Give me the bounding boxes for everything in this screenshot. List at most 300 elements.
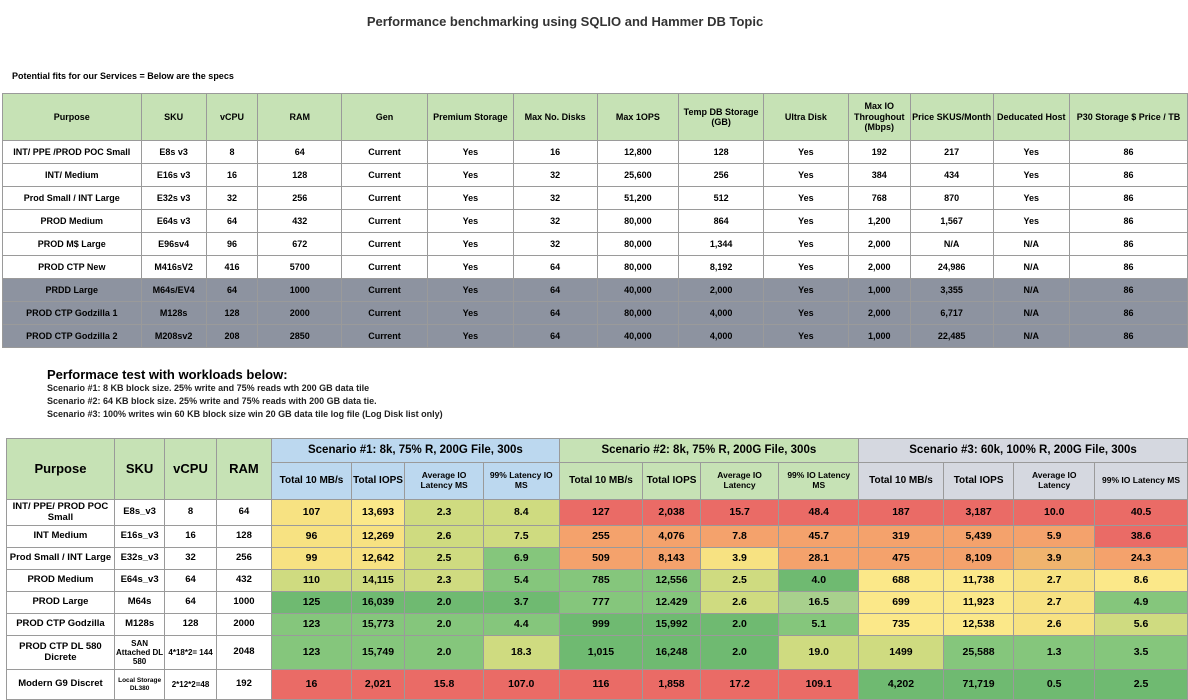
perf-value-cell: 16	[272, 670, 352, 700]
perf-spec-cell: 192	[216, 670, 271, 700]
perf-value-cell: 5,439	[943, 526, 1014, 548]
perf-value-cell: 15,773	[351, 614, 404, 636]
specs-cell: 80,000	[597, 233, 679, 256]
perf-value-cell: 13,693	[351, 500, 404, 526]
specs-row	[3, 279, 1188, 302]
perf-spec-cell: E64s_v3	[114, 570, 164, 592]
specs-row	[3, 210, 1188, 233]
specs-cell: 86	[1070, 256, 1188, 279]
perf-value-cell: 48.4	[779, 500, 859, 526]
specs-cell: 40,000	[597, 325, 679, 348]
specs-cell: Yes	[427, 279, 513, 302]
specs-cell: 86	[1070, 279, 1188, 302]
specs-cell: 16	[206, 164, 258, 187]
specs-cell: 86	[1070, 233, 1188, 256]
perf-purpose-cell: PROD CTP DL 580 Dicrete	[7, 636, 115, 670]
specs-cell: 768	[848, 187, 910, 210]
perf-value-cell: 16,039	[351, 592, 404, 614]
perf-spec-cell: 2048	[216, 636, 271, 670]
specs-cell: 1,567	[910, 210, 993, 233]
perf-spec-cell: 432	[216, 570, 271, 592]
perf-value-cell: 12.429	[643, 592, 700, 614]
specs-cell: 864	[679, 210, 764, 233]
perf-spec-cell: 128	[216, 526, 271, 548]
specs-cell: 64	[513, 325, 597, 348]
perf-value-cell: 10.0	[1014, 500, 1095, 526]
specs-cell: E96sv4	[141, 233, 206, 256]
specs-cell: 32	[513, 233, 597, 256]
specs-cell: 672	[258, 233, 342, 256]
perf-value-cell: 8.6	[1095, 570, 1188, 592]
specs-cell: Current	[342, 164, 428, 187]
specs-cell: 384	[848, 164, 910, 187]
scenario-3-text: Scenario #3: 100% writes win 60 KB block size win 20 GB data tile log file (Log Disk list only)	[47, 409, 443, 419]
perf-purpose-cell: INT/ PPE/ PROD POC Small	[7, 500, 115, 526]
specs-cell: Current	[342, 325, 428, 348]
perf-value-cell: 107	[272, 500, 352, 526]
perf-value-cell: 2,038	[643, 500, 700, 526]
specs-cell: 80,000	[597, 256, 679, 279]
perf-row	[7, 636, 1188, 670]
perf-row	[7, 500, 1188, 526]
specs-cell: 256	[679, 164, 764, 187]
perf-value-cell: 2.0	[700, 614, 779, 636]
perf-sub-header: Total 10 MB/s	[859, 463, 944, 500]
perf-value-cell: 999	[559, 614, 643, 636]
perf-value-cell: 2.5	[700, 570, 779, 592]
perf-purpose-cell: PROD Medium	[7, 570, 115, 592]
specs-cell: 86	[1070, 302, 1188, 325]
specs-purpose-cell: INT/ Medium	[3, 164, 142, 187]
perf-spec-cell: 8	[165, 500, 216, 526]
specs-cell: Yes	[763, 210, 848, 233]
specs-cell: 192	[848, 141, 910, 164]
perf-value-cell: 2.5	[1095, 670, 1188, 700]
specs-cell: Yes	[993, 164, 1070, 187]
perf-value-cell: 24.3	[1095, 548, 1188, 570]
specs-cell: 86	[1070, 164, 1188, 187]
specs-cell: Current	[342, 187, 428, 210]
perf-value-cell: 38.6	[1095, 526, 1188, 548]
perf-value-cell: 11,923	[943, 592, 1014, 614]
perf-sub-header: 99% Latency IO MS	[483, 463, 559, 500]
specs-cell: Yes	[763, 233, 848, 256]
specs-col-header: Max No. Disks	[513, 94, 597, 141]
specs-cell: Current	[342, 233, 428, 256]
perf-col-header: vCPU	[165, 439, 216, 500]
specs-cell: 6,717	[910, 302, 993, 325]
specs-cell: E32s v3	[141, 187, 206, 210]
specs-cell: 40,000	[597, 279, 679, 302]
perf-sub-header: Average IO Latency	[700, 463, 779, 500]
specs-cell: 8,192	[679, 256, 764, 279]
specs-cell: 4,000	[679, 325, 764, 348]
perf-value-cell: 6.9	[483, 548, 559, 570]
specs-cell: 2850	[258, 325, 342, 348]
specs-cell: 128	[679, 141, 764, 164]
perf-value-cell: 125	[272, 592, 352, 614]
specs-row	[3, 187, 1188, 210]
perf-purpose-cell: PROD Large	[7, 592, 115, 614]
perf-value-cell: 1,858	[643, 670, 700, 700]
specs-purpose-cell: PROD CTP Godzilla 2	[3, 325, 142, 348]
specs-cell: Yes	[993, 187, 1070, 210]
perf-sub-header: Average IO Latency MS	[405, 463, 484, 500]
perf-value-cell: 2.3	[405, 570, 484, 592]
specs-row	[3, 256, 1188, 279]
specs-cell: 22,485	[910, 325, 993, 348]
perf-sub-header: Total 10 MB/s	[272, 463, 352, 500]
perf-value-cell: 123	[272, 614, 352, 636]
perf-spec-cell: 128	[165, 614, 216, 636]
specs-cell: 416	[206, 256, 258, 279]
perf-row	[7, 570, 1188, 592]
perf-value-cell: 8.4	[483, 500, 559, 526]
perf-col-header: SKU	[114, 439, 164, 500]
perf-sub-header: 99% IO Latency MS	[1095, 463, 1188, 500]
specs-cell: Yes	[763, 187, 848, 210]
perf-value-cell: 735	[859, 614, 944, 636]
specs-cell: 2,000	[679, 279, 764, 302]
perf-value-cell: 1499	[859, 636, 944, 670]
perf-value-cell: 15.7	[700, 500, 779, 526]
specs-cell: 870	[910, 187, 993, 210]
perf-value-cell: 3,187	[943, 500, 1014, 526]
specs-cell: E64s v3	[141, 210, 206, 233]
specs-col-header: Purpose	[3, 94, 142, 141]
specs-purpose-cell: PROD M$ Large	[3, 233, 142, 256]
specs-cell: Current	[342, 256, 428, 279]
perf-value-cell: 16,248	[643, 636, 700, 670]
specs-col-header: Price SKUS/Month	[910, 94, 993, 141]
perf-spec-cell: SAN Attached DL 580	[114, 636, 164, 670]
perf-value-cell: 2.5	[405, 548, 484, 570]
specs-purpose-cell: Prod Small / INT Large	[3, 187, 142, 210]
perf-value-cell: 509	[559, 548, 643, 570]
perf-value-cell: 0.5	[1014, 670, 1095, 700]
specs-row	[3, 141, 1188, 164]
perf-purpose-cell: Prod Small / INT Large	[7, 548, 115, 570]
perf-value-cell: 2.0	[405, 614, 484, 636]
specs-purpose-cell: PRDD Large	[3, 279, 142, 302]
perf-row	[7, 526, 1188, 548]
perf-sub-header: 99% IO Latency MS	[779, 463, 859, 500]
specs-cell: N/A	[993, 233, 1070, 256]
scenario-1-header: Scenario #1: 8k, 75% R, 200G File, 300s	[272, 439, 559, 463]
specs-cell: N/A	[910, 233, 993, 256]
specs-cell: 64	[206, 279, 258, 302]
specs-cell: Yes	[427, 233, 513, 256]
specs-col-header: Premium Storage	[427, 94, 513, 141]
perf-value-cell: 4.4	[483, 614, 559, 636]
specs-cell: Current	[342, 210, 428, 233]
specs-cell: Yes	[427, 210, 513, 233]
perf-value-cell: 99	[272, 548, 352, 570]
perf-value-cell: 15.8	[405, 670, 484, 700]
specs-cell: 2,000	[848, 256, 910, 279]
perf-spec-cell: Local Storage DL380	[114, 670, 164, 700]
specs-purpose-cell: PROD CTP New	[3, 256, 142, 279]
perf-row	[7, 670, 1188, 700]
specs-cell: Yes	[427, 302, 513, 325]
specs-cell: 3,355	[910, 279, 993, 302]
specs-col-header: Temp DB Storage (GB)	[679, 94, 764, 141]
specs-col-header: Gen	[342, 94, 428, 141]
specs-cell: 128	[258, 164, 342, 187]
perf-value-cell: 1.3	[1014, 636, 1095, 670]
perf-value-cell: 2.6	[700, 592, 779, 614]
perf-value-cell: 2.3	[405, 500, 484, 526]
specs-cell: Yes	[993, 210, 1070, 233]
perf-col-header: Purpose	[7, 439, 115, 500]
perf-value-cell: 16.5	[779, 592, 859, 614]
perf-value-cell: 777	[559, 592, 643, 614]
specs-cell: Yes	[763, 164, 848, 187]
perf-spec-cell: E8s_v3	[114, 500, 164, 526]
perf-value-cell: 12,642	[351, 548, 404, 570]
specs-cell: 208	[206, 325, 258, 348]
specs-subtitle: Potential fits for our Services = Below are the specs	[12, 71, 234, 81]
perf-spec-cell: 64	[165, 570, 216, 592]
specs-cell: 96	[206, 233, 258, 256]
specs-row	[3, 164, 1188, 187]
specs-row	[3, 325, 1188, 348]
specs-cell: 32	[513, 210, 597, 233]
perf-value-cell: 2.6	[405, 526, 484, 548]
perf-spec-cell: E16s_v3	[114, 526, 164, 548]
perf-spec-cell: 2000	[216, 614, 271, 636]
perf-value-cell: 187	[859, 500, 944, 526]
perf-value-cell: 7.8	[700, 526, 779, 548]
specs-cell: 32	[513, 187, 597, 210]
specs-col-header: SKU	[141, 94, 206, 141]
perf-sub-header: Total IOPS	[643, 463, 700, 500]
perf-value-cell: 1,015	[559, 636, 643, 670]
perf-purpose-cell: PROD CTP Godzilla	[7, 614, 115, 636]
specs-cell: Current	[342, 141, 428, 164]
perf-value-cell: 785	[559, 570, 643, 592]
perf-value-cell: 8,143	[643, 548, 700, 570]
perf-value-cell: 96	[272, 526, 352, 548]
perf-value-cell: 19.0	[779, 636, 859, 670]
perf-spec-cell: 4*18*2= 144	[165, 636, 216, 670]
specs-col-header: vCPU	[206, 94, 258, 141]
specs-cell: 1,344	[679, 233, 764, 256]
specs-cell: 256	[258, 187, 342, 210]
specs-row	[3, 302, 1188, 325]
specs-cell: N/A	[993, 325, 1070, 348]
specs-col-header: Ultra Disk	[763, 94, 848, 141]
perf-value-cell: 2.0	[405, 592, 484, 614]
specs-col-header: Deducated Host	[993, 94, 1070, 141]
specs-cell: 80,000	[597, 210, 679, 233]
specs-cell: 86	[1070, 141, 1188, 164]
specs-cell: Yes	[993, 141, 1070, 164]
specs-cell: 32	[206, 187, 258, 210]
specs-cell: Current	[342, 279, 428, 302]
perf-value-cell: 110	[272, 570, 352, 592]
specs-purpose-cell: PROD Medium	[3, 210, 142, 233]
specs-cell: 80,000	[597, 302, 679, 325]
perf-value-cell: 4.9	[1095, 592, 1188, 614]
perf-value-cell: 699	[859, 592, 944, 614]
perf-value-cell: 2.6	[1014, 614, 1095, 636]
perf-col-header: RAM	[216, 439, 271, 500]
specs-header-row	[3, 94, 1188, 141]
perf-value-cell: 2.7	[1014, 592, 1095, 614]
perf-value-cell: 2.7	[1014, 570, 1095, 592]
perf-value-cell: 255	[559, 526, 643, 548]
specs-cell: Yes	[427, 164, 513, 187]
specs-cell: 64	[513, 279, 597, 302]
specs-cell: N/A	[993, 256, 1070, 279]
specs-cell: 64	[513, 302, 597, 325]
perf-group-row	[7, 439, 1188, 463]
perf-spec-cell: 1000	[216, 592, 271, 614]
specs-cell: 1,200	[848, 210, 910, 233]
perf-value-cell: 15,992	[643, 614, 700, 636]
perf-value-cell: 2.0	[700, 636, 779, 670]
specs-cell: 512	[679, 187, 764, 210]
perf-sub-header: Total 10 MB/s	[559, 463, 643, 500]
perf-value-cell: 116	[559, 670, 643, 700]
specs-cell: Yes	[427, 141, 513, 164]
perf-row	[7, 592, 1188, 614]
specs-cell: 1,000	[848, 279, 910, 302]
specs-cell: 64	[258, 141, 342, 164]
specs-cell: 16	[513, 141, 597, 164]
specs-cell: M128s	[141, 302, 206, 325]
specs-purpose-cell: INT/ PPE /PROD POC Small	[3, 141, 142, 164]
specs-cell: 434	[910, 164, 993, 187]
specs-cell: 51,200	[597, 187, 679, 210]
perf-table	[6, 438, 1188, 700]
perf-value-cell: 2.0	[405, 636, 484, 670]
specs-cell: Yes	[763, 325, 848, 348]
specs-cell: M416sV2	[141, 256, 206, 279]
specs-cell: 1000	[258, 279, 342, 302]
perf-spec-cell: 16	[165, 526, 216, 548]
specs-row	[3, 233, 1188, 256]
specs-cell: Yes	[427, 325, 513, 348]
perf-value-cell: 5.6	[1095, 614, 1188, 636]
specs-cell: 2000	[258, 302, 342, 325]
perf-value-cell: 4,076	[643, 526, 700, 548]
specs-cell: 64	[206, 210, 258, 233]
perf-spec-cell: 32	[165, 548, 216, 570]
specs-cell: Yes	[763, 141, 848, 164]
specs-cell: 1,000	[848, 325, 910, 348]
perf-value-cell: 107.0	[483, 670, 559, 700]
specs-cell: 5700	[258, 256, 342, 279]
specs-cell: Yes	[427, 187, 513, 210]
specs-cell: 2,000	[848, 233, 910, 256]
specs-cell: Yes	[763, 302, 848, 325]
scenario-2-text: Scenario #2: 64 KB block size. 25% write and 75% reads with 200 GB data tie.	[47, 396, 377, 406]
perf-purpose-cell: INT Medium	[7, 526, 115, 548]
specs-cell: 8	[206, 141, 258, 164]
specs-cell: N/A	[993, 302, 1070, 325]
perf-value-cell: 18.3	[483, 636, 559, 670]
perf-value-cell: 12,269	[351, 526, 404, 548]
specs-col-header: P30 Storage $ Price / TB	[1070, 94, 1188, 141]
perf-spec-cell: E32s_v3	[114, 548, 164, 570]
specs-cell: 12,800	[597, 141, 679, 164]
specs-cell: 24,986	[910, 256, 993, 279]
perf-value-cell: 4.0	[779, 570, 859, 592]
perf-value-cell: 28.1	[779, 548, 859, 570]
specs-cell: E16s v3	[141, 164, 206, 187]
specs-cell: 86	[1070, 187, 1188, 210]
perf-sub-header: Total IOPS	[943, 463, 1014, 500]
perf-value-cell: 17.2	[700, 670, 779, 700]
perf-value-cell: 8,109	[943, 548, 1014, 570]
perf-value-cell: 319	[859, 526, 944, 548]
perf-value-cell: 71,719	[943, 670, 1014, 700]
perf-value-cell: 2,021	[351, 670, 404, 700]
specs-col-header: RAM	[258, 94, 342, 141]
perf-value-cell: 12,538	[943, 614, 1014, 636]
perf-value-cell: 475	[859, 548, 944, 570]
perf-value-cell: 12,556	[643, 570, 700, 592]
perf-value-cell: 5.4	[483, 570, 559, 592]
specs-cell: 86	[1070, 210, 1188, 233]
perf-row	[7, 548, 1188, 570]
perf-value-cell: 3.5	[1095, 636, 1188, 670]
perf-heading: Performace test with workloads below:	[47, 367, 288, 382]
specs-cell: 32	[513, 164, 597, 187]
specs-cell: M64s/EV4	[141, 279, 206, 302]
specs-cell: 86	[1070, 325, 1188, 348]
specs-cell: 4,000	[679, 302, 764, 325]
specs-cell: Yes	[427, 256, 513, 279]
perf-spec-cell: 2*12*2=48	[165, 670, 216, 700]
perf-spec-cell: 256	[216, 548, 271, 570]
perf-value-cell: 109.1	[779, 670, 859, 700]
perf-value-cell: 14,115	[351, 570, 404, 592]
perf-value-cell: 45.7	[779, 526, 859, 548]
perf-spec-cell: 64	[165, 592, 216, 614]
specs-cell: 64	[513, 256, 597, 279]
perf-value-cell: 4,202	[859, 670, 944, 700]
perf-purpose-cell: Modern G9 Discret	[7, 670, 115, 700]
specs-purpose-cell: PROD CTP Godzilla 1	[3, 302, 142, 325]
perf-value-cell: 5.1	[779, 614, 859, 636]
specs-cell: Yes	[763, 279, 848, 302]
specs-cell: M208sv2	[141, 325, 206, 348]
specs-cell: 2,000	[848, 302, 910, 325]
specs-cell: 128	[206, 302, 258, 325]
specs-cell: N/A	[993, 279, 1070, 302]
perf-value-cell: 25,588	[943, 636, 1014, 670]
specs-col-header: Max 1OPS	[597, 94, 679, 141]
perf-sub-header: Average IO Latency	[1014, 463, 1095, 500]
specs-table	[2, 93, 1188, 348]
scenario-3-header: Scenario #3: 60k, 100% R, 200G File, 300s	[859, 439, 1188, 463]
specs-cell: Yes	[763, 256, 848, 279]
specs-col-header: Max IO Throughout (Mbps)	[848, 94, 910, 141]
perf-value-cell: 15,749	[351, 636, 404, 670]
perf-value-cell: 11,738	[943, 570, 1014, 592]
specs-cell: 432	[258, 210, 342, 233]
perf-value-cell: 3.9	[700, 548, 779, 570]
page-title: Performance benchmarking using SQLIO and Hammer DB Topic	[366, 14, 764, 29]
perf-sub-header: Total IOPS	[351, 463, 404, 500]
perf-row	[7, 614, 1188, 636]
perf-value-cell: 688	[859, 570, 944, 592]
perf-value-cell: 127	[559, 500, 643, 526]
perf-value-cell: 7.5	[483, 526, 559, 548]
